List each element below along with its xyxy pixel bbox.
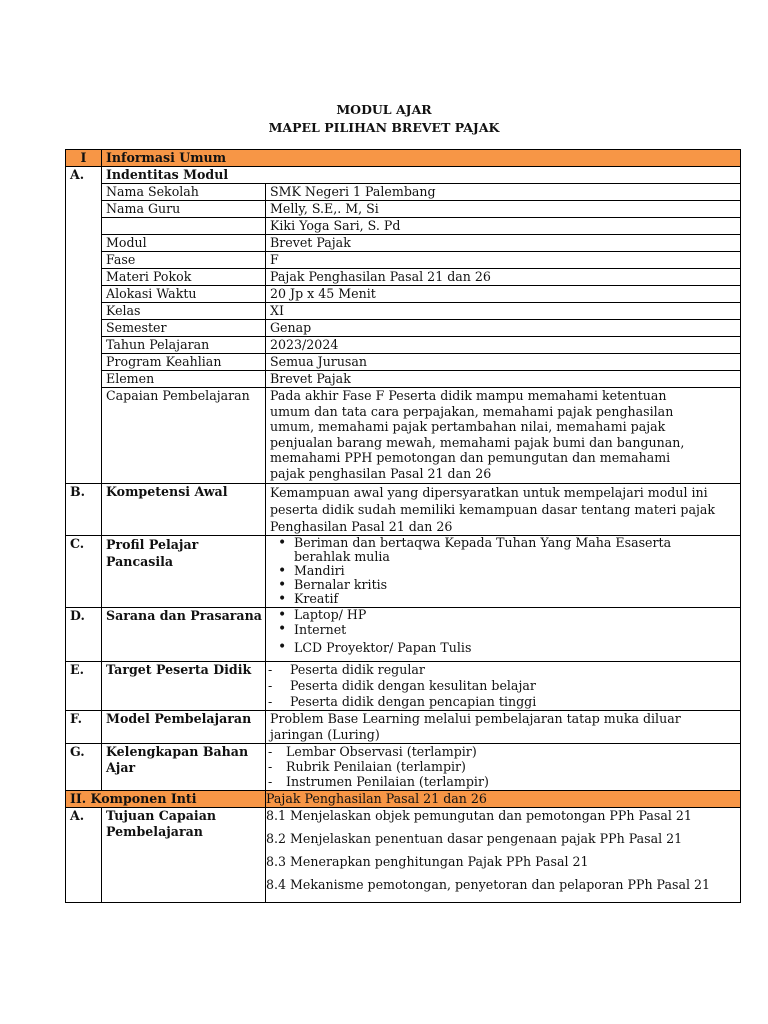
capaian-text: [266, 388, 741, 484]
field-label: Program Keahlian: [102, 354, 266, 371]
label-line: Tujuan Capaian: [106, 808, 217, 823]
sarana-list: [270, 608, 736, 656]
row-letter-d: D.: [66, 608, 102, 662]
field-label: [102, 218, 266, 235]
label-line: Ajar: [106, 760, 136, 775]
document-title: MODUL AJAR: [336, 102, 432, 117]
text-line: memahami PPH pemotongan dan pemungutan dan memahami: [270, 450, 671, 465]
field-value: Pajak Penghasilan Pasal 21 dan 26: [266, 269, 741, 286]
sarana-label: Sarana dan Prasarana: [102, 608, 266, 662]
label-line: Profil Pelajar: [106, 537, 199, 552]
field-label: Modul: [102, 235, 266, 252]
field-value: Brevet Pajak: [266, 371, 741, 388]
model-label: Model Pembelajaran: [102, 711, 266, 744]
table-row: [66, 354, 741, 371]
list-item: - Instrumen Penilaian (terlampir): [268, 774, 736, 789]
kelengkapan-row: [66, 744, 741, 791]
list-item: 8.2 Menjelaskan penentuan dasar pengenaan pajak PPh Pasal 21: [266, 831, 683, 846]
list-item: - Peserta didik dengan pencapian tinggi: [268, 694, 736, 710]
field-value: 20 Jp x 45 Menit: [266, 286, 741, 303]
list-item: - Lembar Observasi (terlampir): [268, 744, 736, 759]
text-line: Pada akhir Fase F Peserta didik mampu memahami ketentuan: [270, 388, 667, 403]
tujuan-list: [266, 808, 741, 903]
table-row: [66, 218, 741, 235]
field-label: Capaian Pembelajaran: [102, 388, 266, 484]
table-row: [66, 286, 741, 303]
table-row: [66, 184, 741, 201]
text-line: umum, memahami pajak pertambahan nilai, memahami pajak: [270, 419, 666, 434]
field-value: Genap: [266, 320, 741, 337]
field-value: Kiki Yoga Sari, S. Pd: [266, 218, 741, 235]
table-row: [66, 371, 741, 388]
text-line: umum dan tata cara perpajakan, memahami pajak penghasilan: [270, 403, 674, 419]
section-value: Pajak Penghasilan Pasal 21 dan 26: [266, 791, 741, 808]
row-letter-f: F.: [66, 711, 102, 744]
list-item: - Peserta didik dengan kesulitan belajar: [268, 678, 736, 694]
kelengkapan-list: [268, 744, 736, 789]
text-line: Problem Base Learning melalui pembelajaran tatap muka diluar: [270, 711, 681, 726]
text-line: penjualan barang mewah, memahami pajak bumi dan bangunan,: [270, 434, 685, 450]
section-label: II. Komponen Inti: [66, 791, 266, 808]
tujuan-label: [102, 808, 266, 903]
field-value: Melly, S.E,. M, Si: [266, 201, 741, 218]
field-label: Elemen: [102, 371, 266, 388]
list-item: 8.4 Mekanisme pemotongan, penyetoran dan pelaporan PPh Pasal 21: [266, 877, 711, 892]
section-header-informasi-umum: [66, 150, 741, 167]
label-line: Kelengkapan Bahan: [106, 744, 249, 759]
target-list-cell: [266, 662, 741, 711]
capaian-row: [66, 388, 741, 484]
list-item: • LCD Proyektor/ Papan Tulis: [294, 639, 736, 656]
list-item: • Laptop/ HP: [294, 608, 736, 622]
kompetensi-label: Kompetensi Awal: [102, 484, 266, 536]
list-item: - Peserta didik regular: [268, 662, 736, 678]
table-row: [66, 235, 741, 252]
label-line: Pancasila: [106, 554, 174, 569]
field-value: 2023/2024: [266, 337, 741, 354]
row-letter-tujuan: A.: [66, 808, 102, 903]
table-row: [66, 252, 741, 269]
table-row: [66, 269, 741, 286]
field-value: XI: [266, 303, 741, 320]
field-label: Tahun Pelajaran: [102, 337, 266, 354]
tujuan-row: [66, 808, 741, 903]
text-line: pajak penghasilan Pasal 21 dan 26: [270, 465, 492, 481]
profil-label: [102, 536, 266, 608]
model-text: [266, 711, 741, 744]
list-item: - Rubrik Penilaian (terlampir): [268, 759, 736, 774]
identitas-header-row: [66, 167, 741, 184]
text-line: peserta didik sudah memiliki kemampuan dasar tentang materi pajak: [270, 502, 716, 517]
text-line: jaringan (Luring): [270, 726, 380, 742]
target-row: [66, 662, 741, 711]
document-subtitle: MAPEL PILIHAN BREVET PAJAK: [268, 120, 500, 135]
kompetensi-text: [266, 484, 741, 536]
field-value: SMK Negeri 1 Palembang: [266, 184, 741, 201]
list-item: • Internet: [294, 622, 736, 637]
row-letter-c: C.: [66, 536, 102, 608]
field-value: Semua Jurusan: [266, 354, 741, 371]
kelengkapan-list-cell: [266, 744, 741, 791]
module-table: [65, 149, 741, 903]
list-item: • Bernalar kritis: [294, 578, 736, 592]
list-item: • Kreatif: [294, 592, 736, 606]
target-list: [268, 662, 736, 710]
section-header-komponen-inti: [66, 791, 741, 808]
list-item-text: Beriman dan bertaqwa Kepada Tuhan Yang Maha Esaserta: [294, 535, 672, 550]
row-letter-e: E.: [66, 662, 102, 711]
table-row: [66, 303, 741, 320]
sarana-row: [66, 608, 741, 662]
kompetensi-row: [66, 484, 741, 536]
list-item: 8.1 Menjelaskan objek pemungutan dan pemotongan PPh Pasal 21: [266, 808, 692, 823]
row-letter-b: B.: [66, 484, 102, 536]
target-label: Target Peserta Didik: [102, 662, 266, 711]
section-label: Informasi Umum: [102, 150, 741, 167]
field-label: Alokasi Waktu: [102, 286, 266, 303]
identitas-header: Indentitas Modul: [102, 167, 741, 184]
text-line: Penghasilan Pasal 21 dan 26: [270, 519, 453, 534]
list-item: • Mandiri: [294, 564, 736, 578]
model-row: [66, 711, 741, 744]
table-row: [66, 201, 741, 218]
field-label: Semester: [102, 320, 266, 337]
field-label: Nama Sekolah: [102, 184, 266, 201]
field-label: Fase: [102, 252, 266, 269]
profil-list-cell: [266, 536, 741, 608]
table-row: [66, 320, 741, 337]
field-label: Nama Guru: [102, 201, 266, 218]
label-line: Pembelajaran: [106, 824, 203, 839]
list-item: 8.3 Menerapkan penghitungan Pajak PPh Pasal 21: [266, 854, 589, 869]
kelengkapan-label: [102, 744, 266, 791]
text-line: Kemampuan awal yang dipersyaratkan untuk mempelajari modul ini: [270, 485, 708, 500]
table-row: [66, 337, 741, 354]
row-letter-g: G.: [66, 744, 102, 791]
sarana-list-cell: [266, 608, 741, 662]
list-item-text: berahlak mulia: [294, 549, 390, 564]
field-value: Brevet Pajak: [266, 235, 741, 252]
list-item: [294, 536, 736, 564]
field-label: Kelas: [102, 303, 266, 320]
profil-row: [66, 536, 741, 608]
field-label: Materi Pokok: [102, 269, 266, 286]
section-number: I: [66, 150, 102, 167]
field-value: F: [266, 252, 741, 269]
row-letter-a: A.: [66, 167, 102, 484]
profil-list: [270, 536, 736, 606]
